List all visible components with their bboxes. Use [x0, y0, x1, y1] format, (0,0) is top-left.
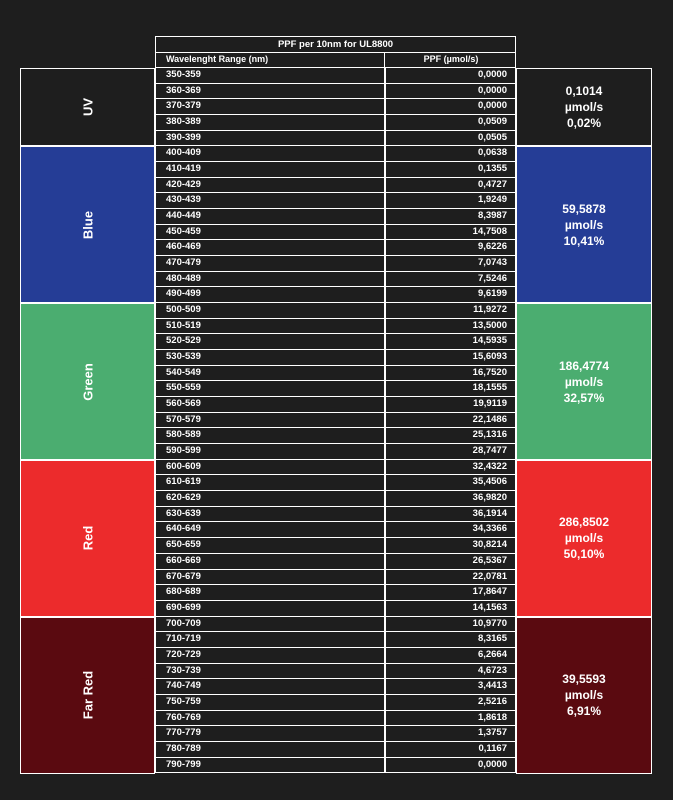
wavelength-range-cell: 470-479 [166, 257, 201, 269]
table-row [155, 68, 516, 84]
wavelength-range-cell: 380-389 [166, 116, 201, 128]
wavelength-range-cell: 550-559 [166, 382, 201, 394]
band-name: Green [80, 362, 95, 401]
wavelength-range-cell: 700-709 [166, 617, 201, 629]
wavelength-range-cell: 600-609 [166, 460, 201, 472]
wavelength-range-cell: 480-489 [166, 272, 201, 284]
column-divider [384, 570, 386, 585]
table-row [155, 507, 516, 523]
column-divider [384, 256, 386, 271]
column-divider [384, 68, 386, 83]
ppf-value-cell: 35,4506 [472, 476, 507, 488]
ppf-value-cell: 9,6199 [477, 288, 507, 300]
band-unit: µmol/s [564, 531, 604, 546]
table-row [155, 538, 516, 554]
wavelength-range-cell: 460-469 [166, 241, 201, 253]
table-row [155, 319, 516, 335]
column-divider [384, 632, 386, 647]
wavelength-range-cell: 370-379 [166, 100, 201, 112]
ppf-value-cell: 25,1316 [472, 429, 507, 441]
band-blue-label-cell [20, 146, 155, 303]
table-row [155, 209, 516, 225]
band-name: UV [80, 98, 95, 117]
table-title: PPF per 10nm for UL8800 [155, 36, 516, 52]
ppf-value-cell: 13,5000 [472, 319, 507, 331]
ppf-value-cell: 0,0000 [477, 69, 507, 80]
ppf-value-cell: 14,7508 [472, 225, 507, 237]
table-row [155, 742, 516, 758]
column-divider [384, 240, 386, 255]
wavelength-range-cell: 360-369 [166, 84, 201, 96]
wavelength-range-cell: 750-759 [166, 695, 201, 707]
ppf-value-cell: 1,9249 [477, 194, 507, 206]
band-far-red-total-cell [516, 617, 652, 774]
wavelength-range-cell: 400-409 [166, 147, 201, 159]
ppf-value-cell: 3,4413 [477, 680, 507, 692]
wavelength-range-cell: 790-799 [166, 758, 201, 770]
band-percent: 32,57% [563, 390, 605, 405]
ppf-value-cell: 18,1555 [472, 382, 507, 394]
band-uv-total-cell [516, 68, 652, 146]
column-divider [384, 178, 386, 193]
ppf-value-cell: 36,1914 [472, 507, 507, 519]
wavelength-range-cell: 410-419 [166, 163, 201, 175]
table-row [155, 162, 516, 178]
ppf-value-cell: 32,4322 [472, 460, 507, 472]
table-row [155, 444, 516, 460]
band-total: 59,5878 [562, 201, 606, 216]
wavelength-range-cell: 390-399 [166, 131, 201, 143]
column-divider [384, 84, 386, 99]
column-divider [384, 428, 386, 443]
table-row [155, 225, 516, 241]
wavelength-range-cell: 780-789 [166, 742, 201, 754]
column-divider [384, 601, 386, 616]
ppf-value-cell: 28,7477 [472, 445, 507, 457]
column-divider [384, 334, 386, 349]
column-divider [384, 115, 386, 130]
wavelength-range-cell: 670-679 [166, 570, 201, 582]
band-percent: 0,02% [566, 116, 602, 131]
band-percent: 10,41% [563, 233, 605, 248]
wavelength-range-cell: 450-459 [166, 225, 201, 237]
ppf-value-cell: 34,3366 [472, 523, 507, 535]
column-divider [384, 303, 386, 318]
ppf-value-cell: 16,7520 [472, 366, 507, 378]
ppf-value-cell: 2,5216 [477, 695, 507, 707]
band-total: 39,5593 [562, 672, 606, 687]
band-name: Red [80, 526, 95, 551]
column-divider [384, 366, 386, 381]
column-divider [384, 648, 386, 663]
column-divider [384, 162, 386, 177]
column-divider [384, 711, 386, 726]
wavelength-range-cell: 640-649 [166, 523, 201, 535]
table-row [155, 193, 516, 209]
table-row [155, 491, 516, 507]
header-wavelength-range: Wavelenght Range (nm) [156, 53, 385, 67]
column-divider [384, 319, 386, 334]
column-divider [384, 350, 386, 365]
band-total: 0,1014 [565, 84, 603, 99]
ppf-value-cell: 8,3987 [477, 210, 507, 222]
ppf-value-cell: 19,9119 [473, 398, 507, 410]
band-summary [517, 83, 651, 131]
wavelength-range-cell: 730-739 [166, 664, 201, 676]
ppf-value-cell: 1,8618 [477, 711, 507, 723]
table-row [155, 475, 516, 491]
wavelength-range-cell: 490-499 [166, 288, 201, 300]
column-divider [384, 679, 386, 694]
ppf-value-cell: 7,5246 [477, 272, 507, 284]
column-divider [384, 413, 386, 428]
ppf-value-cell: 17,8647 [472, 586, 507, 598]
table-row [155, 632, 516, 648]
ppf-value-cell: 0,0000 [477, 84, 507, 96]
band-green-label-cell [20, 303, 155, 460]
column-divider [384, 272, 386, 287]
wavelength-range-cell: 710-719 [166, 633, 201, 645]
ppf-value-cell: 14,5935 [472, 335, 507, 347]
ppf-value-cell: 11,9272 [473, 304, 507, 316]
wavelength-range-cell: 690-699 [166, 601, 201, 613]
band-total: 186,4774 [558, 358, 610, 373]
ppf-value-cell: 0,1167 [478, 742, 507, 754]
column-divider [384, 146, 386, 161]
ppf-value-cell: 22,0781 [472, 570, 507, 582]
column-divider [384, 397, 386, 412]
wavelength-range-cell: 560-569 [166, 398, 201, 410]
band-blue-total-cell [516, 146, 652, 303]
table-row [155, 178, 516, 194]
table-row [155, 131, 516, 147]
wavelength-range-cell: 500-509 [166, 304, 201, 316]
ppf-value-cell: 1,3757 [477, 727, 507, 739]
ppf-value-cell: 0,4727 [477, 178, 507, 190]
band-name: Far Red [80, 670, 95, 720]
table-row [155, 115, 516, 131]
table-row [155, 272, 516, 288]
wavelength-range-cell: 580-589 [166, 429, 201, 441]
wavelength-range-cell: 660-669 [166, 554, 201, 566]
table-row [155, 664, 516, 680]
column-divider [384, 554, 386, 569]
ppf-value-cell: 14,1563 [472, 601, 507, 613]
column-divider [384, 726, 386, 741]
header-ppf: PPF (µmol/s) [423, 54, 479, 64]
table-row [155, 366, 516, 382]
ppf-value-cell: 9,6226 [477, 241, 507, 253]
ppf-value-cell: 0,0000 [477, 100, 507, 112]
ppf-value-cell: 0,1355 [477, 163, 507, 175]
ppf-value-cell: 4,6723 [477, 664, 507, 676]
column-divider [384, 742, 386, 757]
ppf-value-cell: 15,6093 [472, 351, 507, 363]
table-row [155, 303, 516, 319]
ppf-value-cell: 0,0000 [477, 758, 507, 770]
column-divider [384, 99, 386, 114]
ppf-value-cell: 22,1486 [472, 413, 507, 425]
table-row [155, 428, 516, 444]
band-summary [517, 201, 651, 249]
band-uv-label-cell [20, 68, 155, 146]
band-green-total-cell [516, 303, 652, 460]
column-divider [384, 460, 386, 475]
table-row [155, 350, 516, 366]
wavelength-range-cell: 540-549 [166, 366, 201, 378]
column-divider [384, 538, 386, 553]
table-row [155, 617, 516, 633]
column-divider [384, 381, 386, 396]
column-divider [384, 444, 386, 459]
band-red-total-cell [516, 460, 652, 617]
column-divider [384, 193, 386, 208]
column-divider [384, 585, 386, 600]
ppf-value-cell: 0,0509 [477, 116, 507, 128]
column-divider [384, 507, 386, 522]
column-divider [384, 758, 386, 773]
band-unit: µmol/s [564, 100, 604, 115]
column-divider [384, 664, 386, 679]
ppf-rows [155, 68, 516, 773]
wavelength-range-cell: 770-779 [166, 727, 201, 739]
wavelength-range-cell: 590-599 [166, 445, 201, 457]
column-divider [384, 287, 386, 302]
band-summary [517, 514, 651, 562]
band-far-red-label-cell [20, 617, 155, 774]
table-row [155, 287, 516, 303]
column-divider [384, 522, 386, 537]
ppf-value-cell: 26,5367 [472, 554, 507, 566]
column-divider [384, 209, 386, 224]
wavelength-range-cell: 620-629 [166, 492, 201, 504]
table-row [155, 334, 516, 350]
table-row [155, 679, 516, 695]
wavelength-range-cell: 650-659 [166, 539, 201, 551]
table-row [155, 585, 516, 601]
table-row [155, 695, 516, 711]
wavelength-range-cell: 740-749 [166, 680, 201, 692]
ppf-value-cell: 10,9770 [472, 617, 507, 629]
table-row [155, 240, 516, 256]
table-header-row [155, 52, 516, 68]
table-row [155, 146, 516, 162]
wavelength-range-cell: 720-729 [166, 648, 201, 660]
wavelength-range-cell: 350-359 [166, 69, 201, 80]
table-row [155, 522, 516, 538]
table-row [155, 648, 516, 664]
band-unit: µmol/s [564, 688, 604, 703]
table-row [155, 256, 516, 272]
column-divider [384, 491, 386, 506]
table-row [155, 601, 516, 617]
table-row [155, 758, 516, 774]
wavelength-range-cell: 510-519 [166, 319, 201, 331]
table-row [155, 413, 516, 429]
wavelength-range-cell: 760-769 [166, 711, 201, 723]
table-row [155, 554, 516, 570]
table-row [155, 711, 516, 727]
table-row [155, 84, 516, 100]
ppf-value-cell: 7,0743 [477, 257, 507, 269]
ppf-value-cell: 8,3165 [477, 633, 507, 645]
ppf-value-cell: 30,8214 [472, 539, 507, 551]
band-percent: 50,10% [563, 547, 605, 562]
band-unit: µmol/s [564, 217, 604, 232]
ppf-value-cell: 0,0638 [477, 147, 507, 159]
band-name: Blue [80, 210, 95, 239]
band-total: 286,8502 [558, 515, 610, 530]
band-summary [517, 671, 651, 719]
table-row [155, 460, 516, 476]
column-divider [384, 695, 386, 710]
ppf-value-cell: 6,2664 [477, 648, 507, 660]
ppf-value-cell: 36,9820 [472, 492, 507, 504]
table-row [155, 570, 516, 586]
wavelength-range-cell: 440-449 [166, 210, 201, 222]
wavelength-range-cell: 610-619 [166, 476, 201, 488]
wavelength-range-cell: 530-539 [166, 351, 201, 363]
column-divider [384, 475, 386, 490]
band-unit: µmol/s [564, 374, 604, 389]
table-row [155, 397, 516, 413]
wavelength-range-cell: 680-689 [166, 586, 201, 598]
column-divider [384, 131, 386, 146]
table-row [155, 381, 516, 397]
band-summary [517, 358, 651, 406]
band-red-label-cell [20, 460, 155, 617]
column-divider [384, 225, 386, 240]
wavelength-range-cell: 630-639 [166, 507, 201, 519]
ppf-value-cell: 0,0505 [477, 131, 507, 143]
band-percent: 6,91% [566, 704, 602, 719]
wavelength-range-cell: 520-529 [166, 335, 201, 347]
table-row [155, 726, 516, 742]
column-divider [384, 617, 386, 632]
wavelength-range-cell: 430-439 [166, 194, 201, 206]
table-row [155, 99, 516, 115]
wavelength-range-cell: 420-429 [166, 178, 201, 190]
wavelength-range-cell: 570-579 [166, 413, 201, 425]
